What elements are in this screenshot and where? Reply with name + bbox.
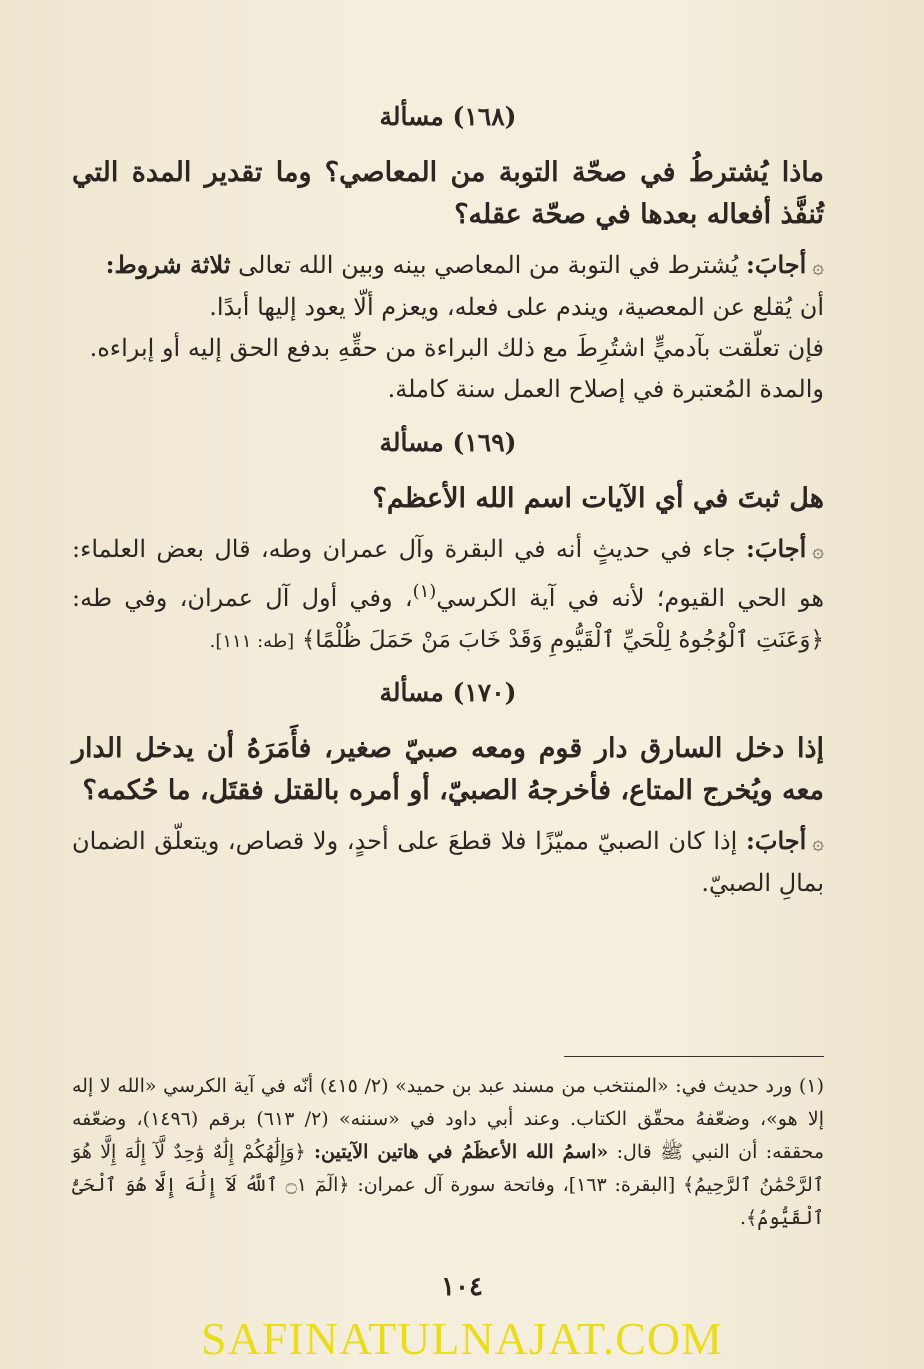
answer-text: جاء في حديثٍ أنه في البقرة وآل عمران وطه، قال بعض العلماء: هو الحي القيوم؛ لأنه في آية الكرسي [72,535,824,612]
footnote-hadith-bold: «اسمُ الله الأعظَمُ في هاتين الآيتين: [314,1141,609,1163]
issue-168-title: (١٦٨) مسألة [379,102,517,131]
issue-168-question: ماذا يُشترطُ في صحّة التوبة من المعاصي؟ وما تقدير المدة التي تُنفَّذ أفعاله بعدها في صحّة عقله؟ [72,157,824,230]
footnote-text: (١) ورد حديث في: «المنتخب من مسند عبد بن حميد» (٢/ ٤١٥) أنّه في آية الكرسي «الله لا إله إلا هو»، وضعّفهُ محقّق الكتاب. وعند أبي داود في «سننه» (٢/ ٦١٣) برقم (١٤٩٦)، وضعّفه محققه: أن النبي ﷺ قال: [72,1075,824,1163]
footnote [72,1070,824,1235]
footnote-verse-1: ﴿وَإِلَٰهُكُمْ إِلَٰهٌ وَٰحِدٌ لَّآ إِلَٰهَ إِلَّا هُوَ ٱلرَّحْمَٰنُ ٱلرَّحِيمُ﴾ [72,1141,824,1196]
issue-170-question: إذا دخل السارق دار قوم ومعه صبيّ صغير، فأَمَرَهُ أن يدخل الدار معه ويُخرج المتاع، فأخرجهُ الصبيّ، أو أمره بالقتل فقتَل، ما حُكمه؟ [72,733,824,806]
issue-170-answer [72,820,824,904]
flower-bullet-icon: ۞ [812,830,824,854]
answer-text: يُشترط في التوبة من المعاصي بينه وبين الله تعالى [238,251,739,279]
answer-text: إذا كان الصبيّ مميّزًا فلا قطعَ على أحدٍ، ولا قصاص، ويتعلّق الضمان بمالِ الصبيّ. [72,827,824,897]
flower-bullet-icon: ۞ [812,254,824,278]
answer-bold-text: ثلاثة شروط: [105,250,231,279]
answer-label: أجابَ: [746,826,807,855]
flower-bullet-icon: ۞ [812,538,824,562]
issue-169-answer [72,528,824,662]
issue-168-paragraph-3: والمدة المُعتبرة في إصلاح العمل سنة كاملة. [387,375,824,403]
footnote-text-2: [البقرة: ١٦٣]، وفاتحة سورة آل عمران: [357,1174,676,1196]
page-number: ١٠٤ [441,1272,483,1302]
watermark: SAFINATULNAJAT.COM [201,1313,723,1364]
answer-text-cont: ، وفي أول آل عمران، وفي طه: [72,584,413,612]
issue-168-paragraph-1: أن يُقلع عن المعصية، ويندم على فعله، ويعزم ألّا يعود إليها أبدًا. [209,293,824,321]
issue-169-title: (١٦٩) مسألة [379,428,517,457]
page-content [72,100,824,904]
issue-170-title: (١٧٠) مسألة [379,678,517,707]
issue-168-answer [72,244,824,287]
issue-169-question: هل ثبتَ في أي الآيات اسم الله الأعظم؟ [372,483,824,514]
quran-verse: ﴿وَعَنَتِ ٱلْوُجُوهُ لِلْحَيِّ ٱلْقَيُّومِ وَقَدْ خَابَ مَنْ حَمَلَ ظُلْمًا﴾ [301,627,824,653]
issue-168-paragraph-2: فإن تعلّقت بآدميٍّ اشتُرِطَ مع ذلك البراءة من حقِّهِ بدفع الحق إليه أو إبراءه. [89,334,824,362]
answer-label: أجابَ: [746,534,807,563]
answer-label: أجابَ: [746,250,807,279]
footnote-marker: (١) [412,581,437,602]
footnote-verse-2: ﴿الٓمٓ ۝١ ٱللَّهُ لَآ إِلَٰهَ إِلَّا هُوَ ٱلْحَىُّ ٱلْقَيُّومُ﴾. [72,1174,824,1229]
footnote-separator [564,1056,824,1057]
verse-reference: [طه: ١١١]. [209,631,295,652]
